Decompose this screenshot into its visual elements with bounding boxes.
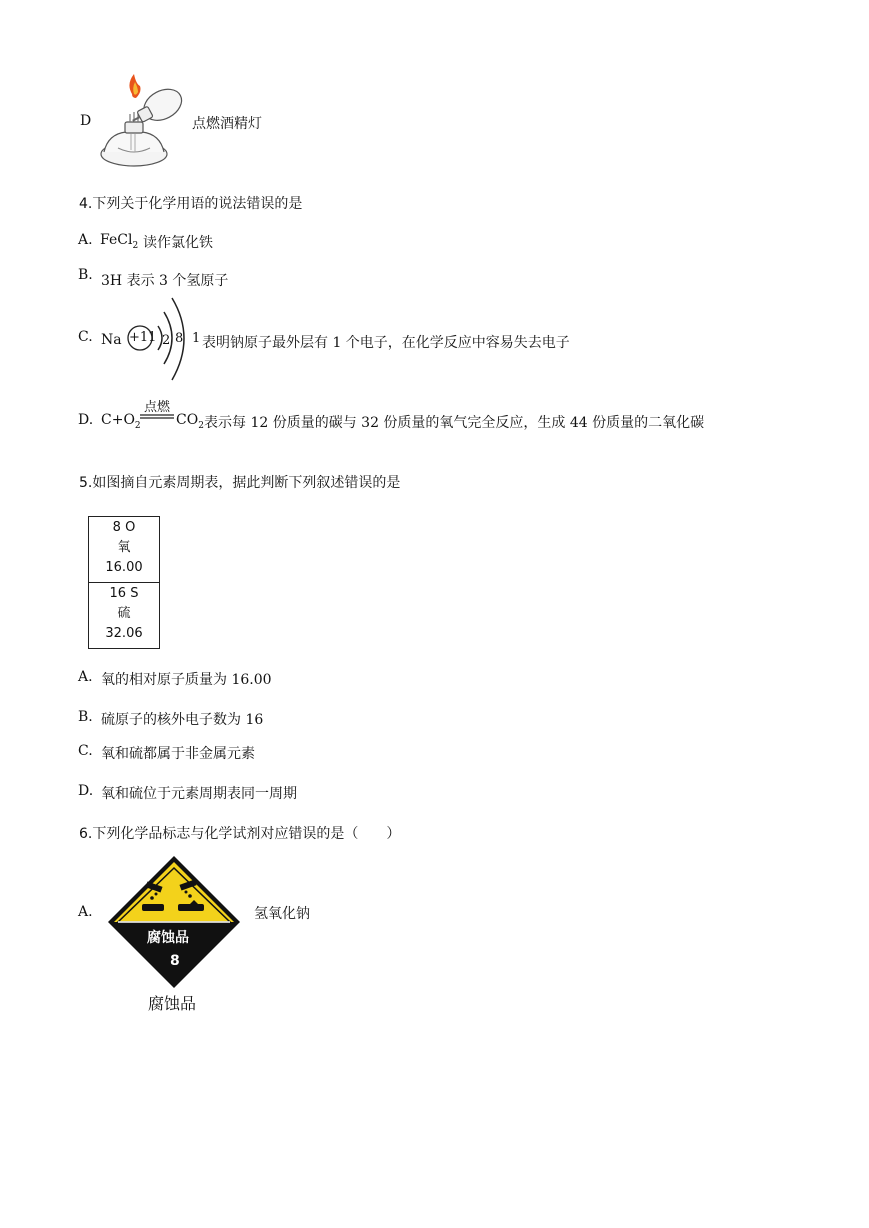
option-b-label: B. — [78, 709, 93, 725]
option-c-label: C. — [78, 743, 93, 759]
option-d-label: D. — [78, 783, 94, 799]
nucleus-charge: +11 — [129, 330, 157, 345]
equation-rhs: $CO_2$ — [176, 412, 204, 431]
sign-class-number: 8 — [170, 953, 180, 969]
shell-2: 8 — [175, 331, 184, 346]
option-text: 点燃酒精灯 — [192, 116, 262, 132]
option-c-symbol: Na — [101, 332, 122, 348]
question-4-stem: 4.下列关于化学用语的说法错误的是 — [79, 196, 303, 212]
sign-text: 腐蚀品 — [147, 930, 189, 946]
option-b-text: 硫原子的核外电子数为 16 — [101, 712, 264, 728]
option-a-label: A. — [78, 669, 93, 685]
option-label: D — [80, 113, 92, 129]
element-cell-oxygen: 8 O 氧 16.00 — [105, 520, 143, 575]
periodic-table-excerpt — [88, 516, 160, 649]
shell-1: 2 — [162, 333, 171, 348]
sign-caption: 腐蚀品 — [148, 994, 197, 1013]
question-5-stem: 5.如图摘自元素周期表，据此判断下列叙述错误的是 — [79, 475, 401, 491]
reagent-name: 氢氧化钠 — [254, 906, 310, 922]
question-6-stem: 6.下列化学品标志与化学试剂对应错误的是（ ） — [79, 826, 401, 842]
option-a-formula: FeCl$_2$ — [100, 232, 139, 251]
option-b-label: B. — [78, 267, 93, 283]
element-cell-sulfur: 16 S 硫 32.06 — [89, 582, 159, 647]
corrosive-hazard-sign — [106, 854, 242, 990]
option-b-text: 3H 表示 3 个氢原子 — [101, 273, 229, 289]
option-d-text: 氧和硫位于元素周期表同一周期 — [101, 786, 297, 802]
option-a-text: 氧的相对原子质量为 16.00 — [101, 672, 272, 688]
alcohol-lamp-image — [98, 74, 190, 170]
option-d-text: 表示每 12 份质量的碳与 32 份质量的氧气完全反应，生成 44 份质量的二氧化碳 — [204, 415, 705, 431]
option-a-label: A. — [78, 232, 93, 248]
option-c-text: 氧和硫都属于非金属元素 — [101, 746, 255, 762]
option-a-text: 读作氯化铁 — [143, 235, 213, 251]
equals-sign — [140, 414, 176, 420]
option-c-label: C. — [78, 329, 93, 345]
shell-3: 1 — [192, 331, 201, 346]
option-a-label: A. — [78, 904, 93, 920]
option-c-text: 表明钠原子最外层有 1 个电子，在化学反应中容易失去电子 — [202, 335, 570, 351]
reaction-condition: 点燃 — [144, 400, 171, 415]
equation-lhs: $C+O_2$ — [101, 412, 141, 431]
option-d-label: D. — [78, 412, 94, 428]
